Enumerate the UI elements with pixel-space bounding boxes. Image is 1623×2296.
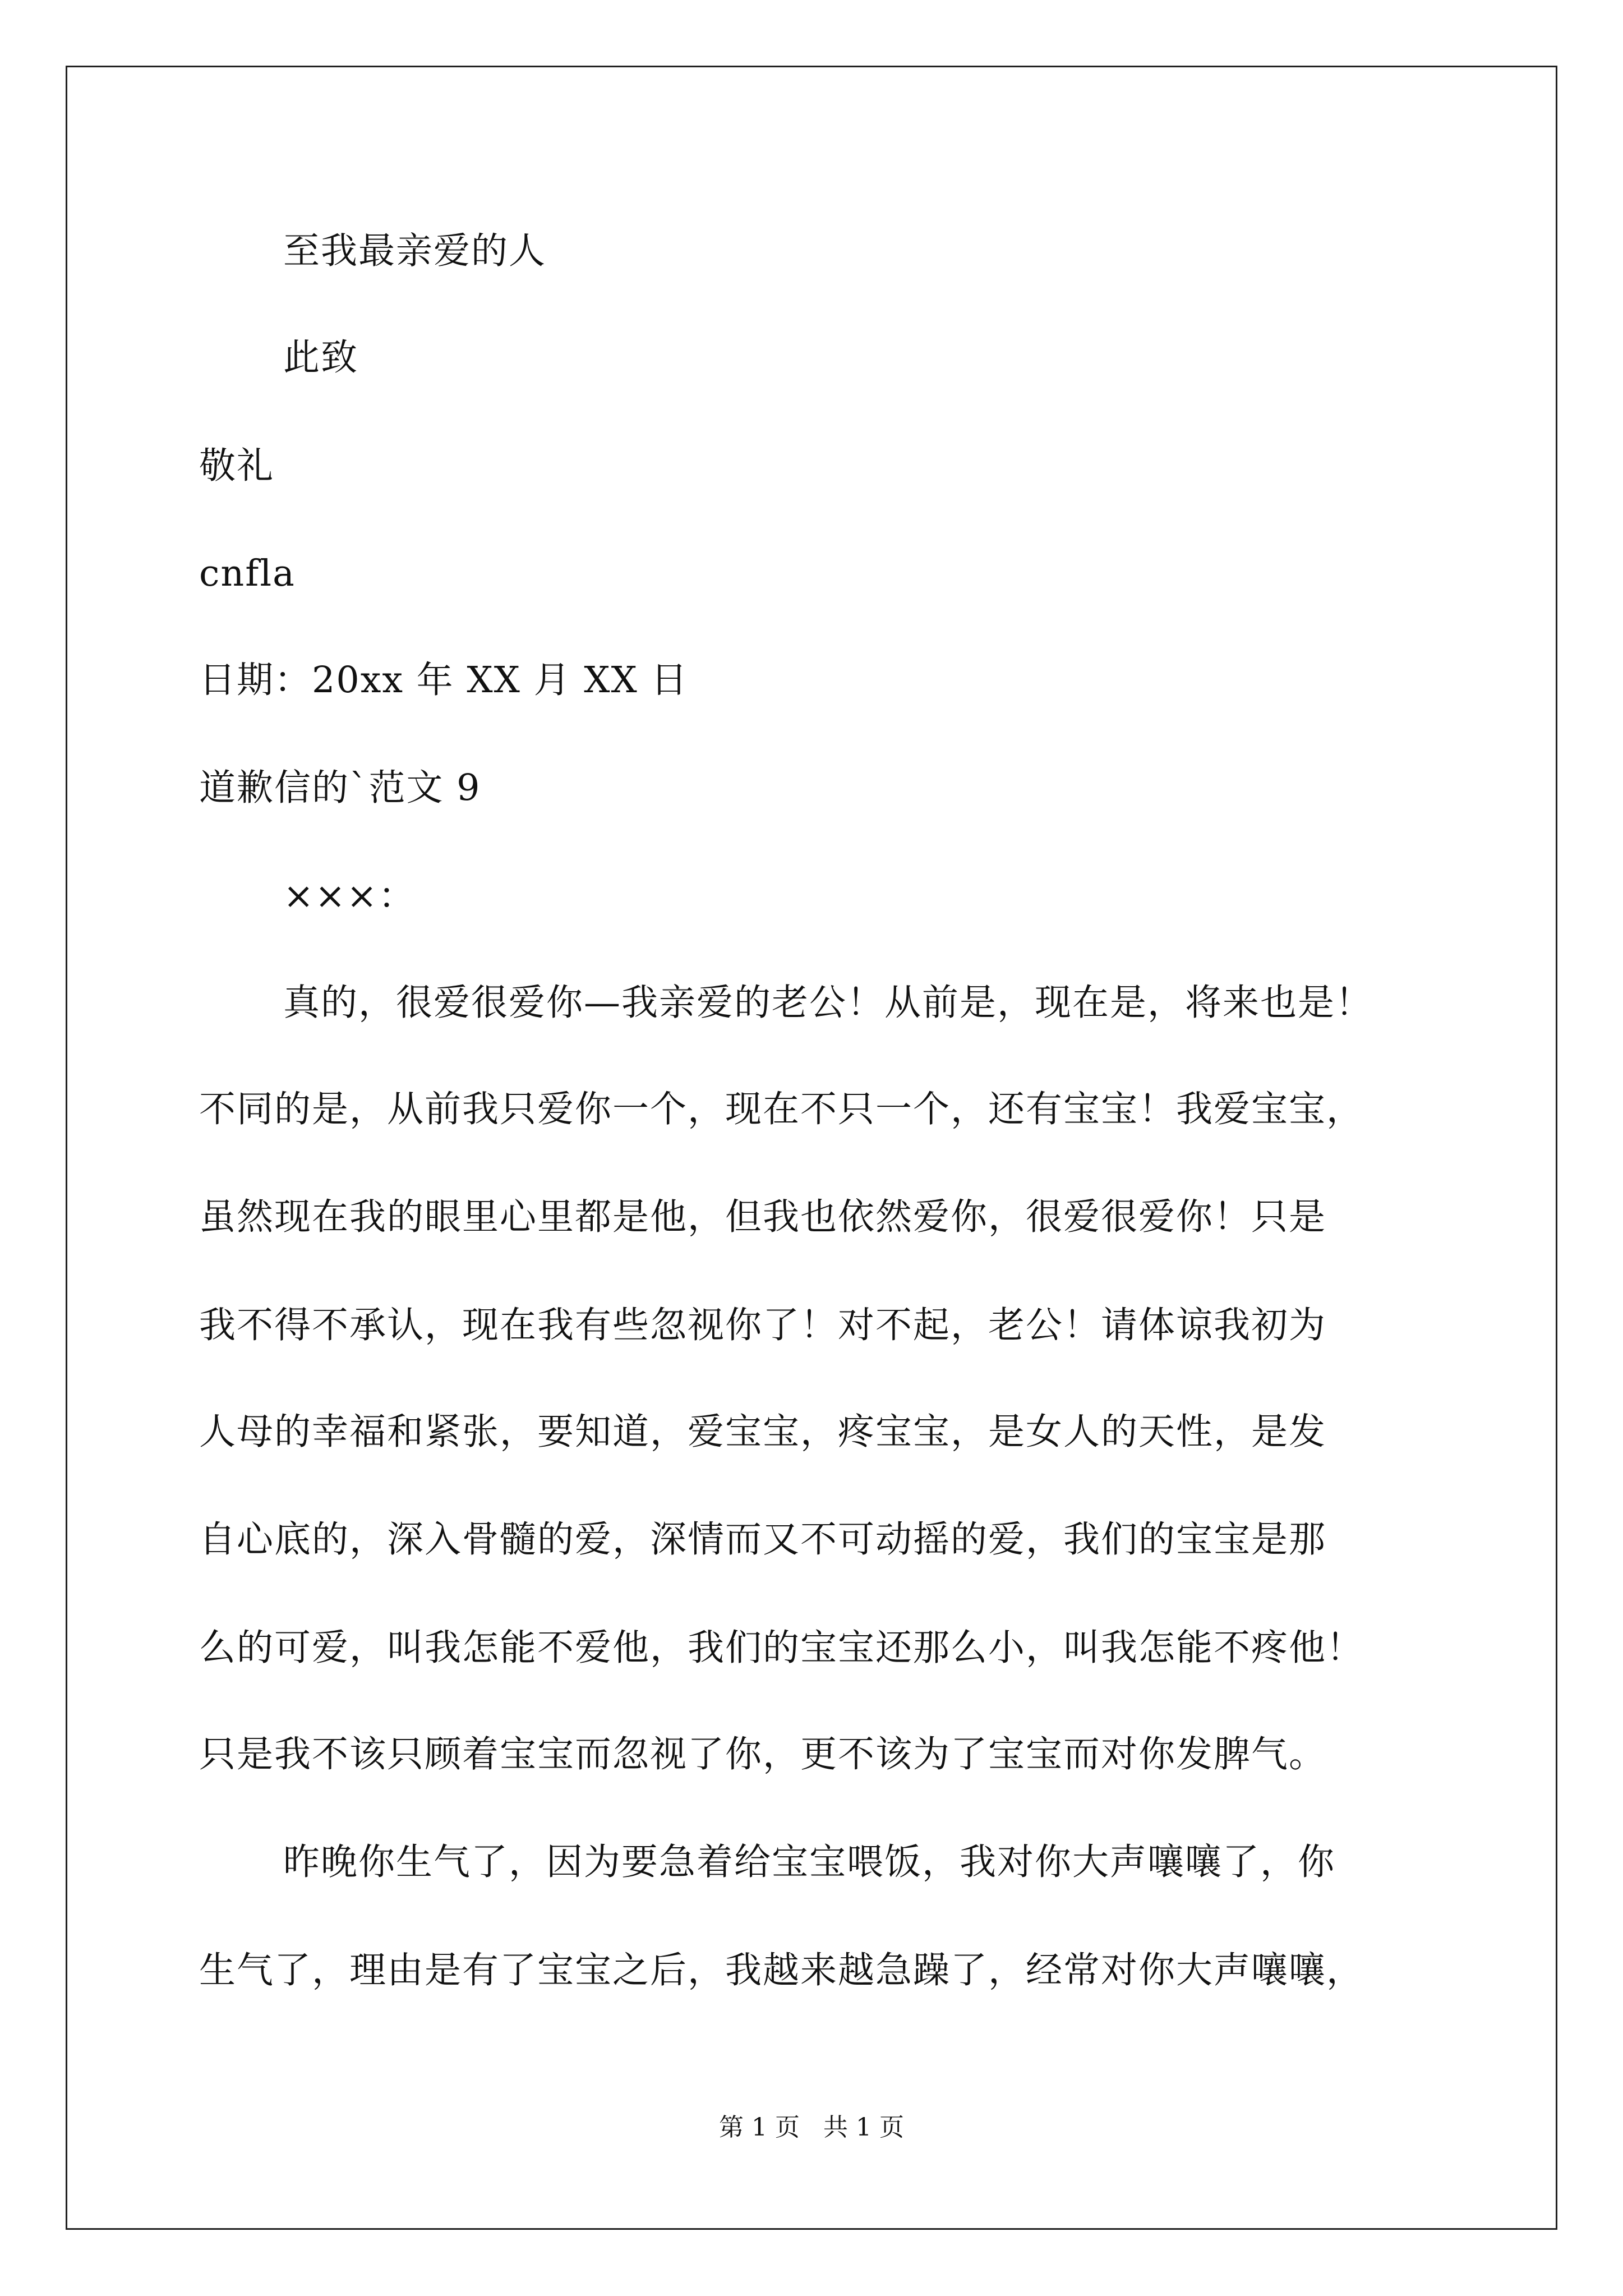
text-line-salutation: ×××： <box>283 875 416 917</box>
text-line-date: 日期：20xx 年 XX 月 XX 日 <box>199 659 689 701</box>
paragraph-line: 不同的是，从前我只爱你一个，现在不只一个，还有宝宝！我爱宝宝， <box>199 1088 1364 1130</box>
paragraph-line: 自心底的，深入骨髓的爱，深情而又不可动摇的爱，我们的宝宝是那 <box>199 1519 1327 1561</box>
paragraph-line: 我不得不承认，现在我有些忽视你了！对不起，老公！请体谅我初为 <box>199 1304 1327 1346</box>
page-footer: 第 1 页 共 1 页 <box>719 2113 904 2142</box>
paragraph-line: 昨晚你生气了，因为要急着给宝宝喂饭，我对你大声嚷嚷了，你 <box>283 1841 1336 1883</box>
paragraph-line: 人母的幸福和紧张，要知道，爱宝宝，疼宝宝，是女人的天性，是发 <box>199 1411 1327 1453</box>
paragraph-line: 只是我不该只顾着宝宝而忽视了你，更不该为了宝宝而对你发脾气。 <box>199 1733 1327 1775</box>
page-border <box>66 66 1557 2230</box>
paragraph-line: 虽然现在我的眼里心里都是他，但我也依然爱你，很爱很爱你！只是 <box>199 1196 1327 1238</box>
text-line-jingli: 敬礼 <box>199 445 275 487</box>
section-heading: 道歉信的`范文 9 <box>199 767 481 809</box>
text-line-closing-dedication: 至我最亲爱的人 <box>283 230 547 272</box>
paragraph-line: 生气了，理由是有了宝宝之后，我越来越急躁了，经常对你大声嚷嚷， <box>199 1949 1364 1991</box>
paragraph-line: 么的可爱，叫我怎能不爱他，我们的宝宝还那么小，叫我怎能不疼他！ <box>199 1627 1364 1669</box>
paragraph-line: 真的，很爱很爱你—我亲爱的老公！从前是，现在是，将来也是！ <box>283 982 1373 1024</box>
text-line-cizhi: 此致 <box>283 337 359 379</box>
text-line-author: cnfla <box>199 553 296 595</box>
